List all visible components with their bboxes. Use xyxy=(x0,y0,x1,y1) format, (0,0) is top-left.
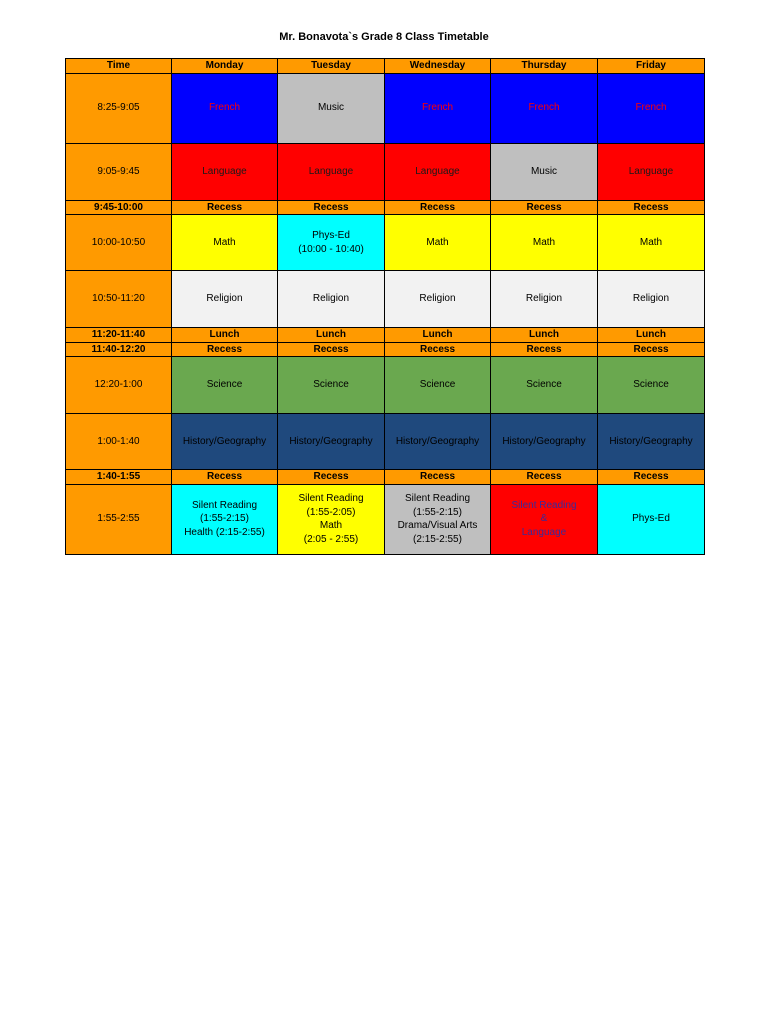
class-cell-thursday xyxy=(491,470,598,485)
column-header-wednesday: Wednesday xyxy=(385,59,491,74)
class-cell-tuesday xyxy=(278,357,385,414)
time-cell: 10:50-11:20 xyxy=(66,271,172,328)
time-cell: 1:55-2:55 xyxy=(66,484,172,554)
class-cell-line: Recess xyxy=(633,343,669,355)
class-cell-thursday xyxy=(491,271,598,328)
class-cell-monday xyxy=(172,470,278,485)
class-cell-line: History/Geography xyxy=(502,435,586,447)
time-cell: 12:20-1:00 xyxy=(66,357,172,414)
class-cell-line: Music xyxy=(317,102,345,114)
class-cell-line: Recess xyxy=(313,471,349,482)
time-cell: 8:25-9:05 xyxy=(66,73,172,143)
class-cell-monday xyxy=(172,215,278,271)
class-cell-thursday xyxy=(491,342,598,357)
class-cell-wednesday xyxy=(385,73,491,143)
column-header-monday: Monday xyxy=(172,59,278,74)
class-cell-friday xyxy=(598,200,705,215)
time-cell: 11:20-11:40 xyxy=(66,328,172,343)
class-cell-line: Language xyxy=(628,165,674,177)
timetable-body xyxy=(66,59,705,555)
class-cell-thursday xyxy=(491,215,598,271)
class-cell-line: Math xyxy=(213,236,236,248)
class-cell-wednesday xyxy=(385,200,491,215)
table-row xyxy=(66,357,705,414)
class-cell-line: Recess xyxy=(419,471,456,482)
class-cell-friday xyxy=(598,414,705,470)
class-cell-line: (10:00 - 10:40) xyxy=(298,243,364,255)
table-row xyxy=(66,143,705,200)
column-header-friday: Friday xyxy=(598,59,705,74)
class-cell-monday xyxy=(172,357,278,414)
class-cell-line: Lunch xyxy=(529,329,559,340)
class-cell-line: Phys-Ed xyxy=(312,230,350,241)
time-cell: 9:05-9:45 xyxy=(66,143,172,200)
class-cell-line: Religion xyxy=(419,293,456,305)
class-cell-line: Silent Reading xyxy=(191,499,258,511)
class-cell-line: (2:15-2:55) xyxy=(413,533,462,545)
table-row xyxy=(66,215,705,271)
class-cell-monday xyxy=(172,484,278,554)
column-header-time: Time xyxy=(66,59,172,74)
class-cell-line: Language xyxy=(202,165,247,177)
table-row xyxy=(66,73,705,143)
class-cell-wednesday xyxy=(385,414,491,470)
class-cell-thursday xyxy=(491,143,598,200)
class-cell-thursday xyxy=(491,357,598,414)
class-cell-line: Math xyxy=(532,236,556,248)
class-cell-line: Language xyxy=(308,165,354,177)
class-cell-tuesday xyxy=(278,200,385,215)
class-cell-wednesday xyxy=(385,143,491,200)
column-header-thursday: Thursday xyxy=(491,59,598,74)
table-row xyxy=(66,484,705,554)
class-cell-friday xyxy=(598,357,705,414)
class-cell-line: Recess xyxy=(419,343,456,355)
class-cell-line: Recess xyxy=(206,471,243,482)
class-cell-line: Recess xyxy=(526,471,562,482)
class-cell-line: Lunch xyxy=(209,329,240,340)
class-cell-line: & xyxy=(540,513,548,525)
class-cell-friday xyxy=(598,484,705,554)
class-cell-line: French xyxy=(208,102,241,114)
class-cell-wednesday xyxy=(385,328,491,343)
table-row xyxy=(66,200,705,215)
class-cell-friday xyxy=(598,73,705,143)
time-cell: 1:00-1:40 xyxy=(66,414,172,470)
class-cell-line: Religion xyxy=(206,293,243,305)
class-cell-line: Music xyxy=(530,165,558,177)
class-cell-thursday xyxy=(491,200,598,215)
class-cell-line: (1:55-2:15) xyxy=(413,506,462,518)
class-cell-tuesday xyxy=(278,143,385,200)
class-cell-line: (1:55-2:15) xyxy=(200,513,249,525)
table-row xyxy=(66,328,705,343)
class-cell-monday xyxy=(172,200,278,215)
class-cell-thursday xyxy=(491,414,598,470)
class-cell-friday xyxy=(598,328,705,343)
class-cell-line: French xyxy=(528,102,560,114)
class-cell-line: Science xyxy=(526,379,562,391)
class-cell-line: Health (2:15-2:55) xyxy=(184,526,265,538)
class-cell-line: Recess xyxy=(419,201,456,213)
class-cell-line: French xyxy=(421,102,454,114)
class-cell-wednesday xyxy=(385,271,491,328)
table-row xyxy=(66,342,705,357)
class-cell-friday xyxy=(598,215,705,271)
class-cell-tuesday xyxy=(278,215,385,271)
class-cell-line: Silent Reading xyxy=(511,499,577,511)
class-cell-line: Science xyxy=(206,379,243,391)
table-row xyxy=(66,271,705,328)
class-cell-line: (1:55-2:05) xyxy=(306,506,356,518)
class-cell-line: Lunch xyxy=(422,329,453,340)
class-cell-friday xyxy=(598,271,705,328)
class-cell-line: Religion xyxy=(525,293,563,305)
class-cell-friday xyxy=(598,470,705,485)
class-cell-line: (2:05 - 2:55) xyxy=(303,533,359,545)
class-cell-tuesday xyxy=(278,342,385,357)
table-row xyxy=(66,470,705,485)
class-cell-tuesday xyxy=(278,414,385,470)
class-cell-thursday xyxy=(491,328,598,343)
class-cell-line: History/Geography xyxy=(609,435,693,447)
class-cell-line: History/Geography xyxy=(395,435,480,447)
class-cell-monday xyxy=(172,271,278,328)
class-cell-tuesday xyxy=(278,271,385,328)
class-cell-line: Silent Reading xyxy=(404,493,471,504)
class-cell-line: Religion xyxy=(312,293,350,305)
class-cell-line: French xyxy=(635,102,667,114)
class-cell-tuesday xyxy=(278,73,385,143)
class-cell-line: Recess xyxy=(633,201,669,213)
class-cell-line: Science xyxy=(313,379,349,391)
class-cell-wednesday xyxy=(385,484,491,554)
class-cell-monday xyxy=(172,414,278,470)
class-cell-monday xyxy=(172,342,278,357)
class-cell-line: Recess xyxy=(633,471,669,482)
class-cell-line: Recess xyxy=(206,201,243,213)
class-cell-monday xyxy=(172,328,278,343)
class-cell-line: Math xyxy=(426,236,449,248)
class-cell-line: Lunch xyxy=(316,329,346,340)
class-cell-line: Recess xyxy=(313,201,349,213)
class-cell-line: Recess xyxy=(313,343,349,355)
class-cell-line: Recess xyxy=(526,343,562,355)
class-cell-friday xyxy=(598,143,705,200)
time-cell: 9:45-10:00 xyxy=(66,200,172,215)
timetable xyxy=(65,58,705,555)
class-cell-monday xyxy=(172,73,278,143)
class-cell-line: Language xyxy=(415,165,460,177)
class-cell-wednesday xyxy=(385,357,491,414)
class-cell-wednesday xyxy=(385,470,491,485)
class-cell-monday xyxy=(172,143,278,200)
time-cell: 11:40-12:20 xyxy=(66,342,172,357)
class-cell-line: History/Geography xyxy=(182,435,267,447)
class-cell-friday xyxy=(598,342,705,357)
class-cell-line: Drama/Visual Arts xyxy=(397,520,478,531)
class-cell-tuesday xyxy=(278,484,385,554)
page-title: Mr. Bonavota`s Grade 8 Class Timetable xyxy=(279,31,489,43)
class-cell-wednesday xyxy=(385,215,491,271)
column-header-tuesday: Tuesday xyxy=(278,59,385,74)
class-cell-line: Phys-Ed xyxy=(632,513,670,525)
class-cell-line: Math xyxy=(319,520,343,531)
class-cell-line: Recess xyxy=(526,201,562,213)
class-cell-tuesday xyxy=(278,470,385,485)
time-cell: 10:00-10:50 xyxy=(66,215,172,271)
class-cell-line: Silent Reading xyxy=(298,493,364,504)
class-cell-line: Religion xyxy=(632,293,670,305)
class-cell-line: History/Geography xyxy=(289,435,373,447)
class-cell-line: Recess xyxy=(206,343,243,355)
class-cell-line: Lunch xyxy=(636,329,666,340)
class-cell-line: Language xyxy=(521,526,567,538)
class-cell-line: Math xyxy=(639,236,663,248)
header-row xyxy=(66,59,705,74)
class-cell-thursday xyxy=(491,73,598,143)
class-cell-tuesday xyxy=(278,328,385,343)
class-cell-line: Science xyxy=(419,379,456,391)
time-cell: 1:40-1:55 xyxy=(66,470,172,485)
class-cell-line: Science xyxy=(633,379,669,391)
table-row xyxy=(66,414,705,470)
class-cell-wednesday xyxy=(385,342,491,357)
class-cell-thursday xyxy=(491,484,598,554)
